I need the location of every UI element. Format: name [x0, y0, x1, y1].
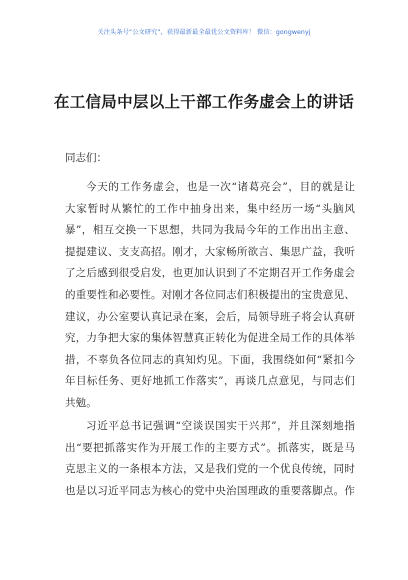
paragraph-line: 究，力争把大家的集体智慧真正转化为促进全局工作的具体举: [65, 332, 355, 345]
paragraph-line: 的重要性和必要性。对刚才各位同志们积极提出的宝贵意见、: [65, 288, 355, 301]
paragraph-line: 年目标任务、更好地抓工作落实”，再谈几点意见，与同志们: [65, 375, 355, 388]
paragraph-line: 也是以习近平同志为核心的党中央治国理政的重要落脚点。作: [65, 484, 355, 497]
paragraph-line: 今天的工作务虚会，也是一次“诸葛亮会”，目的就是让: [86, 181, 355, 193]
paragraph-line: 大家暂时从繁忙的工作中抽身出来，集中经历一场“头脑风: [65, 202, 355, 215]
paragraph-line: 措，不辜负各位同志的真知灼见。下面，我围绕如何“紧扣今: [65, 353, 355, 366]
document-title: 在工信局中层以上干部工作务虚会上的讲话: [53, 93, 355, 111]
paragraph-line: 克思主义的一条根本方法，又是我们党的一个优良传统，同时: [65, 463, 355, 476]
salutation: 同志们：: [65, 152, 107, 164]
promo-banner[interactable]: 关注头条号“公文研究”，获得最新最全最优公文资料库！ 微信：gongwenyj: [97, 29, 311, 36]
paragraph-line: 提提建议、支支高招。刚才，大家畅所欲言、集思广益，我听: [65, 245, 355, 258]
paragraph-line: 暴”，相互交换一下思想，共同为我局今年的工作出出主意、: [65, 224, 355, 237]
paragraph-line: 出“要把抓落实作为开展工作的主要方式”。抓落实，既是马: [65, 441, 355, 454]
paragraph-2: [65, 416, 355, 502]
paragraph-line: 习近平总书记强调“空谈误国实干兴邦”，并且深刻地指: [86, 420, 355, 432]
paragraph-1: [65, 177, 355, 415]
paragraph-line: 建议，办公室要认真记录在案，会后，局领导班子将会认真研: [65, 310, 355, 323]
paragraph-line: 了之后感到很受启发，也更加认识到了不定期召开工作务虚会: [65, 267, 355, 280]
paragraph-line: 共勉。: [65, 396, 97, 409]
